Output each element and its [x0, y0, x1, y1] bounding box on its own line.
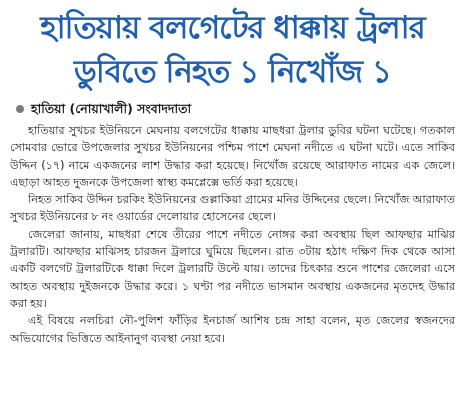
headline-line-1: হাতিয়ায় বলগেটের ধাক্কায় ট্রলার	[40, 10, 425, 46]
byline-text: হাতিয়া (নোয়াখালী) সংবাদদাতা	[31, 101, 192, 116]
byline	[10, 100, 455, 118]
headline-line-2: ডুবিতে নিহত ১ নিখোঁজ ১	[74, 54, 391, 90]
article-body	[10, 122, 455, 347]
bullet-dot-icon	[16, 105, 24, 113]
headline	[10, 6, 455, 94]
paragraph-2: নিহত সাকিব উদ্দিন চরকিং ইউনিয়নের গুল্লাকিয়া গ্রামের মনির উদ্দিনের ছেলে। নিখোঁজ আরাফাত সুখচর ইউনিয়নের ৮ নং ওয়ার্ডের দেলোয়ার হোসেনের ছেলে।	[10, 193, 455, 224]
paragraph-4: এই বিষয়ে নলচিরা নৌ-পুলিশ ফাঁড়ির ইনচার্জ আশিষ চন্দ্র সাহা বলেন, মৃত জেলের স্বজনদের অভিযোগের ভিত্তিতে আইনানুগ ব্যবস্থা নেয়া হবে।	[10, 314, 455, 345]
paragraph-1: হাতিয়ার সুখচর ইউনিয়নে মেঘনায় বলগেটের ধাক্কায় মাছধরা ট্রলার ডুবির ঘটনা ঘটেছে। গতকাল সোমবার ভোরে উপজেলার সুখচর ইউনিয়নের পশ্চিম পাশে মেঘনা নদীতে এ ঘটনা ঘটে। এতে সাকিব উদ্দিন (১৭) নামে একজনের লাশ উদ্ধার করা হয়েছে। নিখোঁজ রয়েছে আরাফাত নামের এক জেলে। এছাড়া আহত দুজনকে উপজেলা স্বাস্থ্য কমপ্লেক্সে ভর্তি করা হয়েছে।	[10, 124, 455, 189]
paragraph-3: জেলেরা জানায়, মাছধরা শেষে তীরের পাশে নদীতে নোঙ্গর করা অবস্থায় ছিল আফছার মাঝির ট্রলারটি। আফছার মাঝিসহ চারজন ট্রলারে ঘুমিয়ে ছিলেন। রাত ৩টায় হঠাৎ দক্ষিণ দিক থেকে আসা একটি বলগেট ট্রলারটিকে ধাক্কা দিলে ট্রলারটি উল্টে যায়। তাদের চিৎকার শুনে পাশের জেলেরা এসে আহত অবস্থায় দুইজনকে উদ্ধার করে। ১ ঘণ্টা পর নদীতে ভাসমান অবস্থায় একজনের মৃতদেহ উদ্ধার করা হয়।	[10, 227, 456, 310]
